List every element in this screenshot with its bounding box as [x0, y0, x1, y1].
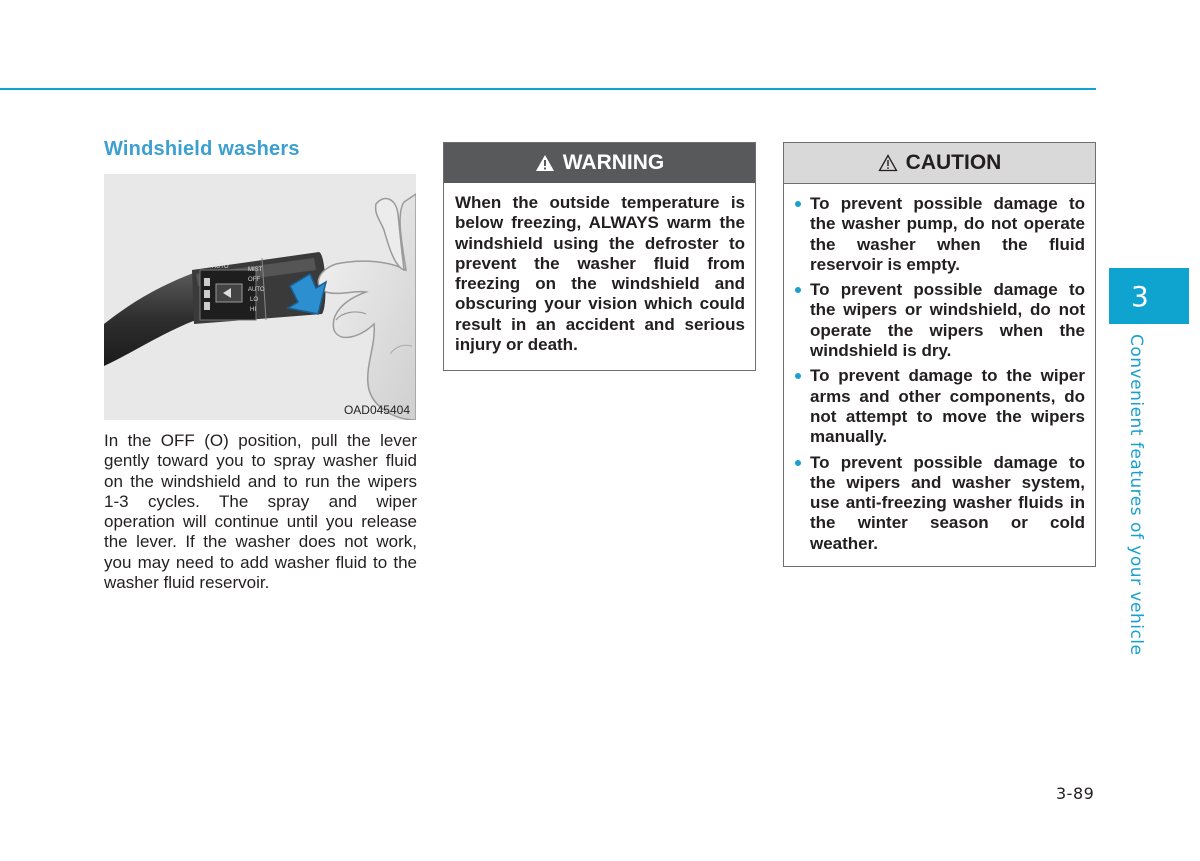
caution-item-text: To prevent possible damage to the wipers or windshield, do not operate the wipers when the windshield is dry. [810, 280, 1085, 361]
warning-header [444, 143, 755, 183]
chapter-tab: 3 [1109, 268, 1189, 324]
caution-item [794, 194, 1085, 275]
caution-item-text: To prevent damage to the wiper arms and other components, do not attempt to move the wipers manually. [810, 366, 1085, 447]
lever-label-off: OFF [248, 277, 260, 283]
figure-code: OAD045404 [343, 403, 410, 417]
caution-box [783, 142, 1096, 567]
caution-triangle-icon [878, 154, 898, 172]
caution-header [784, 143, 1095, 184]
bullet-icon [795, 373, 801, 379]
warning-box [443, 142, 756, 371]
wiper-lever-figure [104, 174, 416, 420]
section-body-text: In the OFF (O) position, pull the lever gently toward you to spray washer fluid on the windshield and to run the wipers 1-3 cycles. The spray and wiper operation will continue until you release the lever. If the washer does not work, you may need to add washer fluid to the washer fluid reservoir. [104, 431, 417, 593]
caution-item-text: To prevent possible damage to the washer pump, do not operate the washer when the fluid reservoir is empty. [810, 194, 1085, 274]
caution-item-text: To prevent possible damage to the wipers and washer system, use anti-freezing washer fluids in the winter season or cold weather. [810, 452, 1085, 553]
bullet-icon [795, 460, 801, 466]
page-number: 3-89 [1056, 784, 1095, 803]
lever-label-auto: AUTO [248, 287, 265, 293]
lever-label-lo: LO [250, 297, 259, 303]
top-rule [0, 88, 1096, 90]
lever-label-auto-top: AUTO [212, 264, 229, 270]
lever-label-mist: MIST [248, 267, 263, 273]
lever-label-hi: HI [250, 307, 256, 313]
chapter-title: Convenient features of your vehicle [1126, 334, 1146, 656]
warning-title: WARNING [562, 151, 665, 174]
warning-triangle-icon [535, 154, 555, 172]
caution-item [794, 453, 1085, 554]
section-title: Windshield washers [104, 138, 300, 160]
bullet-icon [795, 287, 801, 293]
warning-text: When the outside temperature is below freezing, ALWAYS warm the windshield using the defroster to prevent the washer fluid from freezing on the windshield and obscuring your vision which could result in an accident and serious injury or death. [455, 193, 745, 355]
caution-item [794, 366, 1085, 447]
caution-list [794, 194, 1085, 554]
caution-item [794, 280, 1085, 361]
wiper-lever-illustration [104, 174, 416, 420]
bullet-icon [795, 201, 801, 207]
caution-title: CAUTION [905, 151, 1002, 174]
